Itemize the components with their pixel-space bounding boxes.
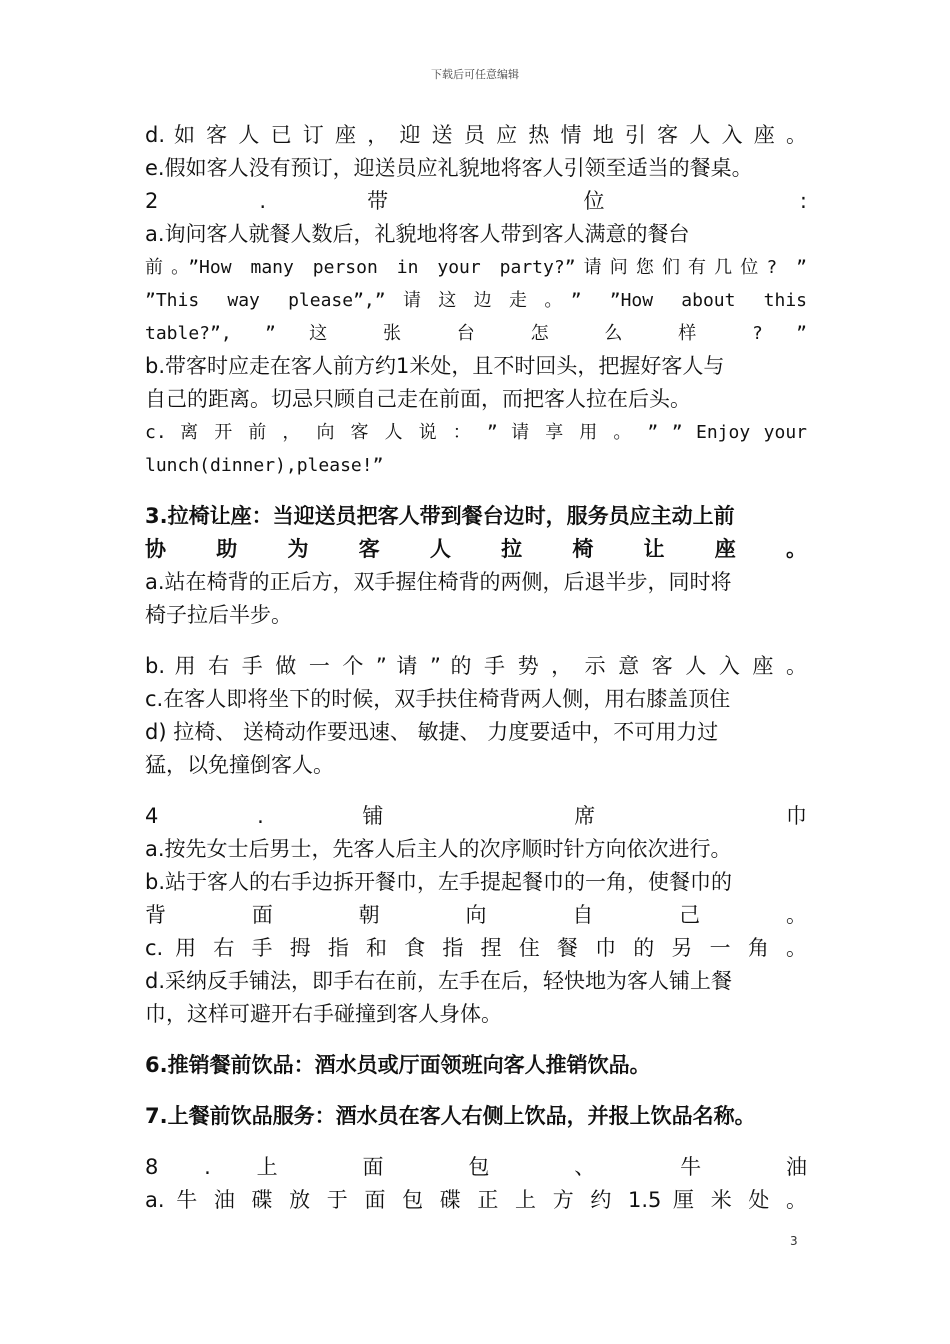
document-body: [145, 119, 807, 1217]
text-line: d. 如 客 人 已 订 座 ， 迎 送 员 应 热 情 地 引 客 人 入 座 。: [145, 123, 807, 147]
text-line: table?”, ” 这 张 台 怎 么 样 ? ”: [145, 323, 807, 344]
text-line: a. 牛 油 碟 放 于 面 包 碟 正 上 方 约 1.5 厘 米 处 。: [145, 1188, 807, 1212]
text-line: a.站在椅背的正后方，双手握住椅背的两侧，后退半步，同时将: [145, 570, 732, 594]
text-line: 猛，以免撞倒客人。: [145, 753, 334, 777]
section-heading: 4 . 铺 席 巾: [145, 804, 807, 828]
text-line: 背 面 朝 向 自 己 。: [145, 903, 807, 927]
text-line: d) 拉椅、 送椅动作要迅速、 敏捷、 力度要适中，不可用力过: [145, 720, 719, 744]
text-line: d.采纳反手铺法，即手右在前，左手在后，轻快地为客人铺上餐: [145, 969, 733, 993]
section-heading: 2 . 带 位 :: [145, 189, 807, 213]
text-line: a.按先女士后男士，先客人后主人的次序顺时针方向依次进行。: [145, 837, 732, 861]
text-line: c. 离 开 前 ， 向 客 人 说 ： ” 请 享 用 。 ” ” Enjoy your: [145, 422, 807, 443]
text-line: b.带客时应走在客人前方约1米处，且不时回头，把握好客人与: [145, 354, 725, 378]
page-number: 3: [790, 1234, 798, 1248]
text-line: 前。”How many person in your party?”请问您们有几位? ”: [145, 257, 807, 278]
text-line: c.在客人即将坐下的时候，双手扶住椅背两人侧，用右膝盖顶住: [145, 687, 731, 711]
text-line: a.询问客人就餐人数后，礼貌地将客人带到客人满意的餐台: [145, 222, 690, 246]
text-line: b.站于客人的右手边拆开餐巾，左手提起餐巾的一角，使餐巾的: [145, 870, 733, 894]
section-heading: 6.推销餐前饮品：酒水员或厅面领班向客人推销饮品。: [145, 1053, 651, 1077]
section-heading: 8 . 上 面 包 、 牛 油: [145, 1155, 807, 1179]
section-heading: 协 助 为 客 人 拉 椅 让 座 。: [145, 537, 807, 561]
page-header: 下载后可任意编辑: [431, 68, 519, 81]
text-line: ”This way please”,”请这边走。” ”How about this: [145, 290, 807, 311]
text-line: c. 用 右 手 拇 指 和 食 指 捏 住 餐 巾 的 另 一 角 。: [145, 936, 807, 960]
text-line: lunch(dinner),please!”: [145, 455, 384, 476]
text-line: e.假如客人没有预订，迎送员应礼貌地将客人引领至适当的餐桌。: [145, 156, 753, 180]
text-line: 椅子拉后半步。: [145, 603, 292, 627]
section-heading: 3.拉椅让座：当迎送员把客人带到餐台边时，服务员应主动上前: [145, 504, 735, 528]
text-line: b. 用 右 手 做 一 个 ” 请 ” 的 手 势 ， 示 意 客 人 入 座 。: [145, 654, 807, 678]
section-heading: 7.上餐前饮品服务：酒水员在客人右侧上饮品，并报上饮品名称。: [145, 1104, 756, 1128]
text-line: 巾，这样可避开右手碰撞到客人身体。: [145, 1002, 502, 1026]
text-line: 自己的距离。切忌只顾自己走在前面，而把客人拉在后头。: [145, 387, 691, 411]
